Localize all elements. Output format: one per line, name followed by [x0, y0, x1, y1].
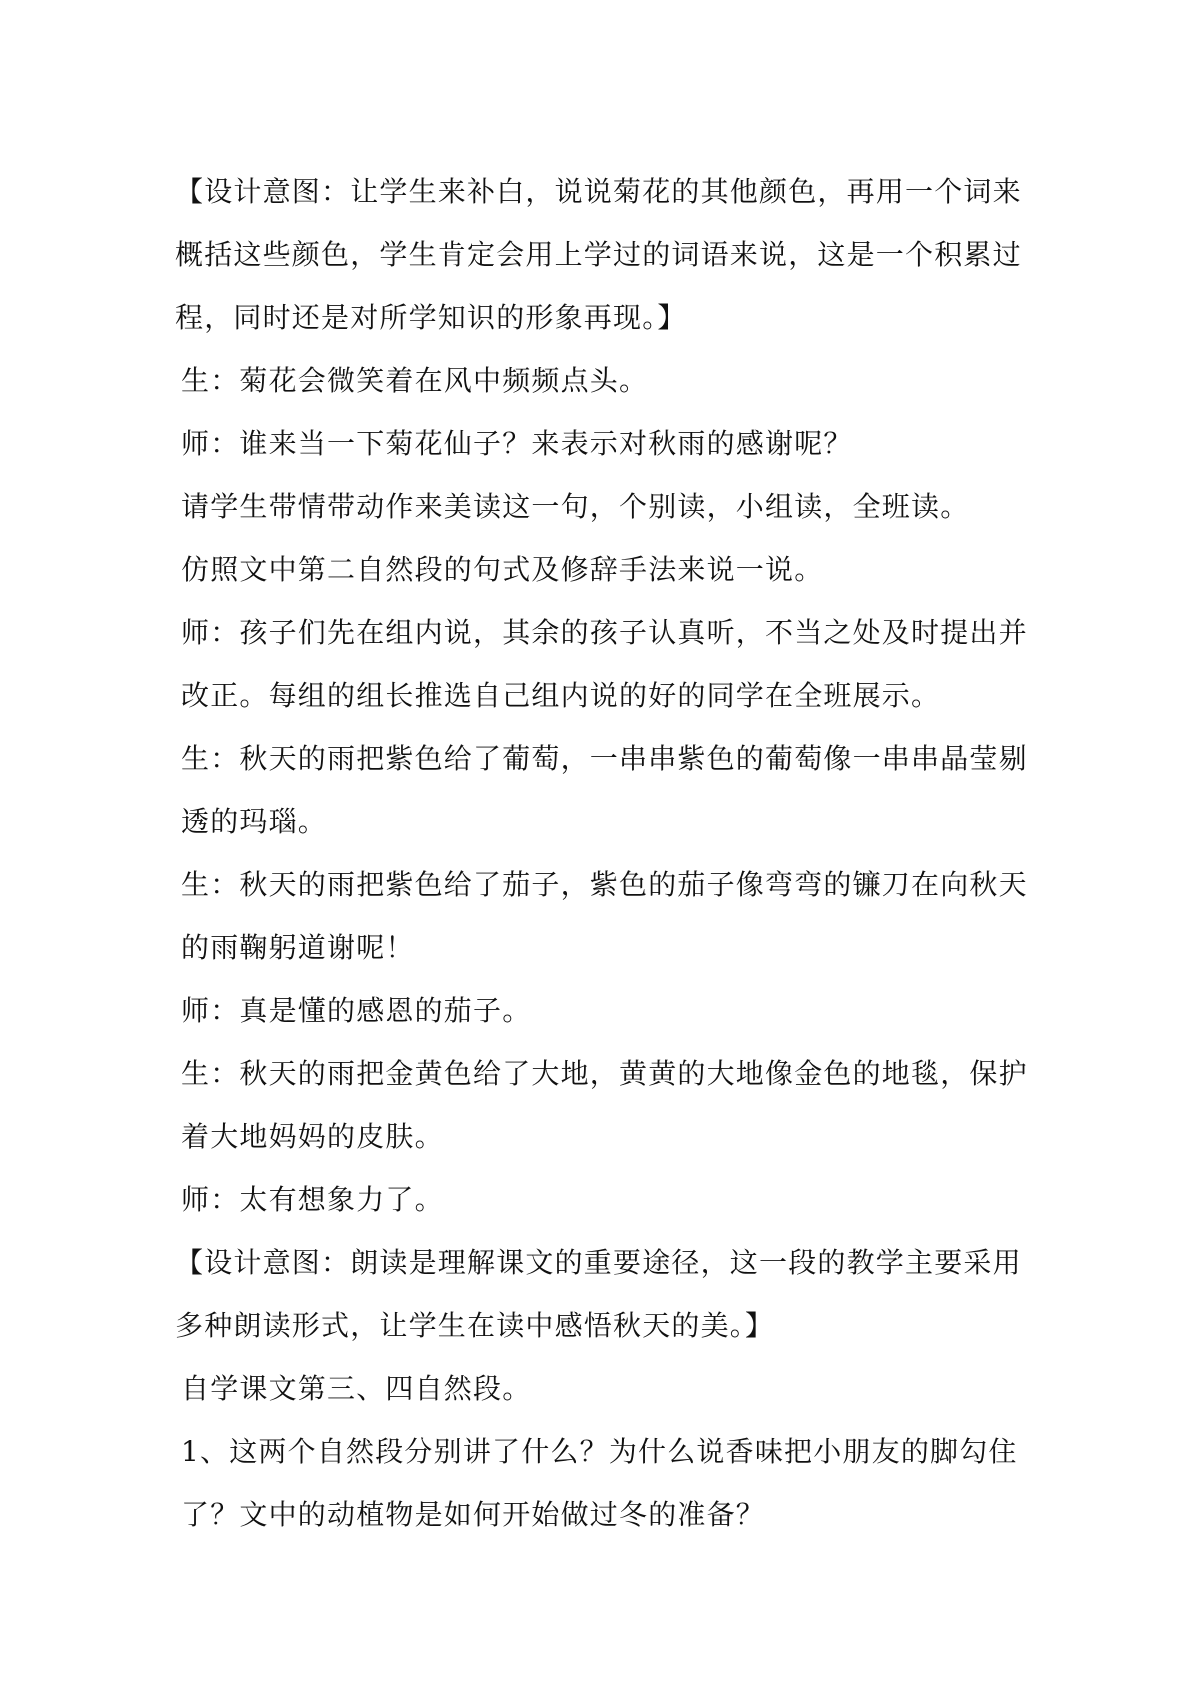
imitation-instruction: 仿照文中第二自然段的句式及修辞手法来说一说。 — [181, 553, 824, 586]
student-line-eggplant: 生：秋天的雨把紫色给了茄子，紫色的茄子像弯弯的镰刀在向秋天的雨鞠躬道谢呢！ — [181, 868, 1028, 964]
reading-instruction: 请学生带情带动作来美读这一句，个别读，小组读，全班读。 — [181, 490, 970, 523]
question-1: 1、这两个自然段分别讲了什么？为什么说香味把小朋友的脚勾住了？文中的动植物是如何开始做过冬的准备？ — [181, 1435, 1018, 1531]
teacher-line-fairy: 师：谁来当一下菊花仙子？来表示对秋雨的感谢呢？ — [181, 427, 853, 460]
self-study-heading: 自学课文第三、四自然段。 — [181, 1372, 532, 1405]
teacher-line-grateful: 师：真是懂的感恩的茄子。 — [181, 994, 532, 1027]
design-intent-note-2: 【设计意图：朗读是理解课文的重要途径，这一段的教学主要采用多种朗读形式，让学生在读中感悟秋天的美。】 — [175, 1246, 1022, 1342]
teacher-line-group-talk: 师：孩子们先在组内说，其余的孩子认真听，不当之处及时提出并改正。每组的组长推选自己组内说的好的同学在全班展示。 — [181, 616, 1028, 712]
student-line-earth: 生：秋天的雨把金黄色给了大地，黄黄的大地像金色的地毯，保护着大地妈妈的皮肤。 — [181, 1057, 1028, 1153]
teacher-line-imagination: 师：太有想象力了。 — [181, 1183, 444, 1216]
student-line-grapes: 生：秋天的雨把紫色给了葡萄，一串串紫色的葡萄像一串串晶莹剔透的玛瑙。 — [181, 742, 1028, 838]
document-body — [175, 160, 1041, 1546]
student-line-chrysanthemum: 生：菊花会微笑着在风中频频点头。 — [181, 364, 649, 397]
design-intent-note-1: 【设计意图：让学生来补白，说说菊花的其他颜色，再用一个词来概括这些颜色，学生肯定会用上学过的词语来说，这是一个积累过程，同时还是对所学知识的形象再现。】 — [175, 175, 1022, 334]
